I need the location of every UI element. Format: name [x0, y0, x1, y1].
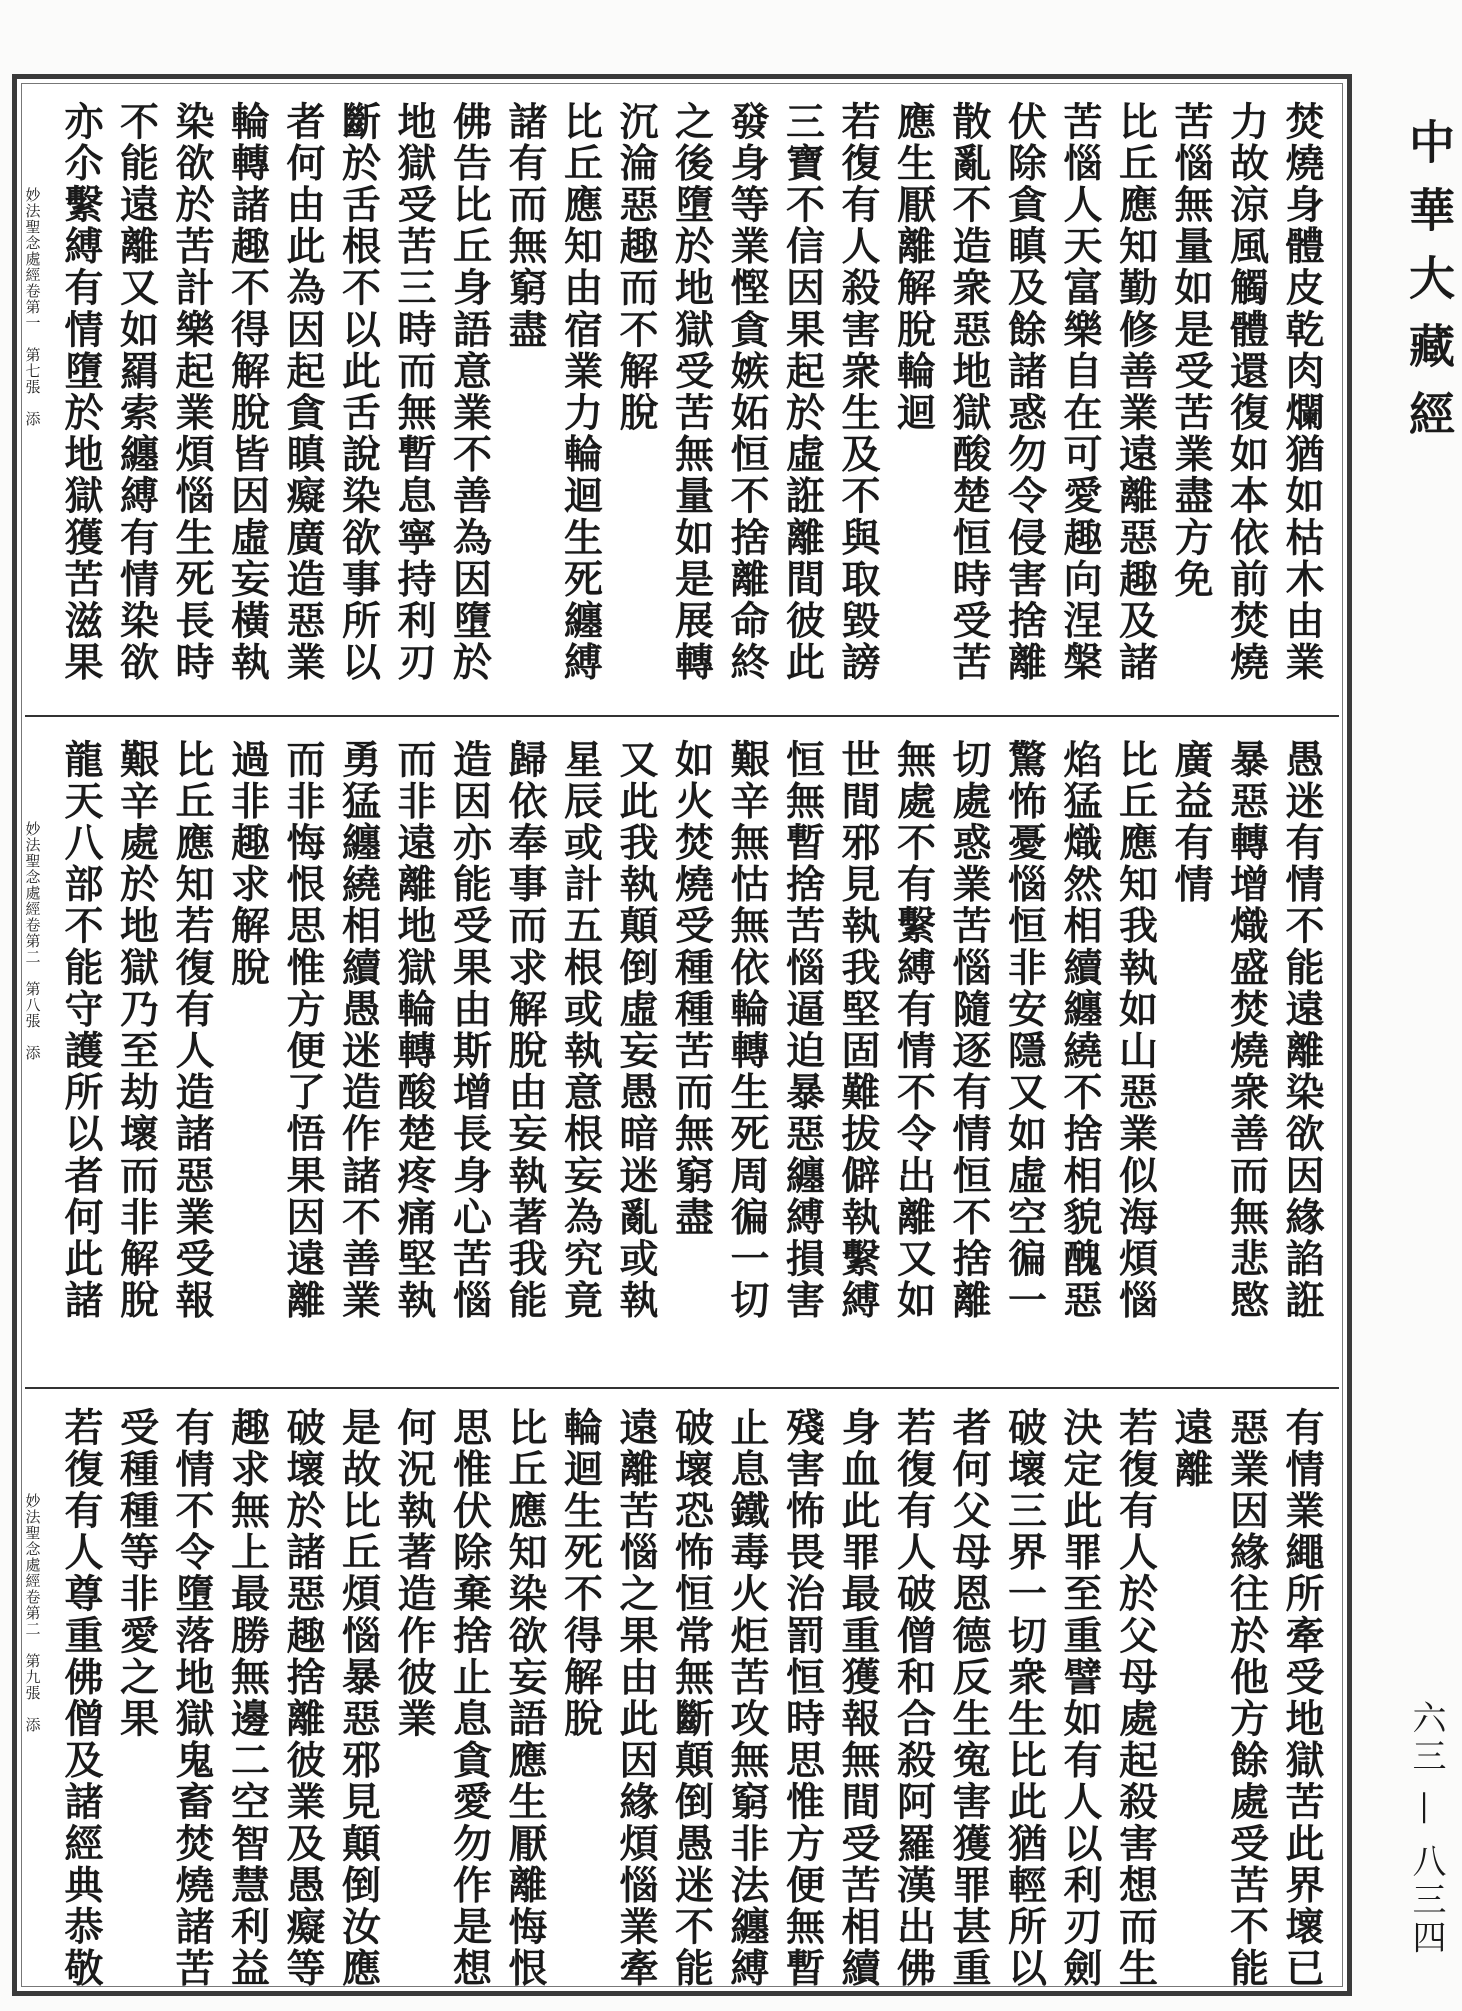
text-column: 廣益有情 [1168, 739, 1214, 906]
text-column: 遠離 [1168, 1407, 1214, 1491]
text-column: 而非遠離地獄輪轉酸楚疼痛堅執 [391, 739, 437, 1322]
margin-note: 妙法聖念處經卷第二 第八張 添 [23, 821, 42, 1061]
text-column: 有情業繩所牽受地獄苦此界壞已 [1279, 1407, 1325, 1990]
text-column: 趣求無上最勝無邊二空智慧利益 [224, 1407, 271, 1990]
text-column: 三寶不信因果起於虛誑離間彼此 [779, 101, 826, 684]
text-column: 斷於舌根不以此舌說染欲事所以 [335, 101, 382, 684]
text-column: 焰猛熾然相續纏繞不捨相貌醜惡 [1057, 739, 1103, 1322]
text-column: 歸依奉事而求解脫由妄執著我能 [502, 739, 548, 1322]
text-column: 破壞三界一切衆生比此猶輕所以 [1001, 1407, 1048, 1990]
page-number: 六三 — 八三四 [1406, 1700, 1446, 1958]
margin-note: 妙法聖念處經卷第二 第九張 添 [23, 1493, 42, 1733]
text-column: 比丘應知由宿業力輪迴生死纏縛 [557, 101, 604, 684]
text-column: 龍天八部不能守護所以者何此諸 [58, 739, 104, 1322]
text-column: 亦尒繫縛有情墮於地獄獲苦滋果 [58, 101, 104, 684]
text-column: 無處不有繫縛有情不令出離又如 [890, 739, 937, 1322]
text-column: 諸有而無窮盡 [502, 101, 548, 351]
text-column: 破壞於諸惡趣捨離彼業及愚癡等 [280, 1407, 326, 1990]
text-column: 苦惱人天富樂自在可愛趣向涅槃 [1057, 101, 1103, 684]
text-column: 若復有人破僧和合殺阿羅漢出佛 [890, 1407, 937, 1990]
text-column: 艱辛無怙無依輪轉生死周徧一切 [724, 739, 770, 1322]
text-column: 散亂不造衆惡地獄酸楚恒時受苦 [946, 101, 992, 684]
text-column: 遠離苦惱之果由此因緣煩惱業牽 [613, 1407, 659, 1990]
text-column: 沉淪惡趣而不解脫 [613, 101, 659, 434]
text-column: 者何由此為因起貪瞋癡廣造惡業 [280, 101, 326, 684]
text-column: 勇猛纏繞相續愚迷造作諸不善業 [335, 739, 382, 1322]
text-column: 身血此罪最重獲報無間受苦相續 [835, 1407, 881, 1990]
text-column: 染欲於苦計樂起業煩惱生死長時 [169, 101, 215, 684]
text-column: 愚迷有情不能遠離染欲因緣諂誑 [1279, 739, 1325, 1322]
text-column: 應生厭離解脫輪迴 [890, 101, 937, 434]
margin-note: 妙法聖念處經卷第一 第七張 添 [23, 187, 42, 427]
text-column: 受種種等非愛之果 [113, 1407, 160, 1740]
text-column: 佛告比丘身語意業不善為因墮於 [446, 101, 493, 684]
text-column: 艱辛處於地獄乃至劫壞而非解脫 [113, 739, 160, 1322]
collection-title: 中華大藏經 [1402, 118, 1456, 458]
text-column: 星辰或計五根或執意根妄為究竟 [557, 739, 604, 1322]
text-register-bottom [23, 1393, 1339, 1990]
text-column: 破壞恐怖恒常無斷顛倒愚迷不能 [668, 1407, 715, 1990]
page-frame [12, 74, 1352, 1996]
text-column: 伏除貪瞋及餘諸惑勿令侵害捨離 [1001, 101, 1048, 684]
text-column: 殘害怖畏治罰恒時思惟方便無暫 [779, 1407, 826, 1990]
text-column: 又此我執顛倒虛妄愚暗迷亂或執 [613, 739, 659, 1322]
text-column: 苦惱無量如是受苦業盡方免 [1168, 101, 1214, 601]
text-column: 如火焚燒受種種苦而無窮盡 [668, 739, 715, 1239]
text-column: 比丘應知我執如山惡業似海煩惱 [1112, 739, 1159, 1322]
text-column: 暴惡轉增熾盛焚燒衆善而無悲愍 [1223, 739, 1270, 1322]
text-column: 何況執著造作彼業 [391, 1407, 437, 1740]
text-column: 若復有人尊重佛僧及諸經典恭敬 [58, 1407, 104, 1990]
text-column: 若復有人殺害衆生及不與取毀謗 [835, 101, 881, 684]
text-column: 若復有人於父母處起殺害想而生 [1112, 1407, 1159, 1990]
text-column: 止息鐵毒火炬苦攻無窮非法纏縛 [724, 1407, 770, 1990]
text-register-middle [25, 721, 1339, 1389]
text-column: 輪迴生死不得解脫 [557, 1407, 604, 1740]
text-column: 比丘應知染欲妄語應生厭離悔恨 [502, 1407, 548, 1990]
text-column: 惡業因緣往於他方餘處受苦不能 [1223, 1407, 1270, 1990]
text-column: 發身等業慳貪嫉妬恒不捨離命終 [724, 101, 770, 684]
text-column: 不能遠離又如羂索纏縛有情染欲 [113, 101, 160, 684]
text-column: 比丘應知勤修善業遠離惡趣及諸 [1112, 101, 1159, 684]
text-column: 有情不令墮落地獄鬼畜焚燒諸苦 [169, 1407, 215, 1990]
text-column: 決定此罪至重譬如有人以利刃劍 [1057, 1407, 1103, 1990]
text-column: 之後墮於地獄受苦無量如是展轉 [668, 101, 715, 684]
text-column: 思惟伏除棄捨止息貪愛勿作是想 [446, 1407, 493, 1990]
text-column: 過非趣求解脫 [224, 739, 271, 989]
text-column: 比丘應知若復有人造諸惡業受報 [169, 739, 215, 1322]
text-column: 地獄受苦三時而無暫息寧持利刃 [391, 101, 437, 684]
text-column: 而非悔恨思惟方便了悟果因遠離 [280, 739, 326, 1322]
text-column: 力故涼風觸體還復如本依前焚燒 [1223, 101, 1270, 684]
text-column: 者何父母恩德反生寃害獲罪甚重 [946, 1407, 992, 1990]
text-column: 是故比丘煩惱暴惡邪見顛倒汝應 [335, 1407, 382, 1990]
text-column: 切處惑業苦惱隨逐有情恒不捨離 [946, 739, 992, 1322]
text-column: 驚怖憂惱恒非安隱又如虛空徧一 [1001, 739, 1048, 1322]
text-column: 焚燒身體皮乾肉爛猶如枯木由業 [1279, 101, 1325, 684]
text-column: 恒無暫捨苦惱逼迫暴惡纏縛損害 [779, 739, 826, 1322]
text-column: 世間邪見執我堅固難拔僻執繫縛 [835, 739, 881, 1322]
text-column: 輪轉諸趣不得解脫皆因虛妄橫執 [224, 101, 271, 684]
text-register-top [25, 87, 1339, 717]
text-column: 造因亦能受果由斯增長身心苦惱 [446, 739, 493, 1322]
